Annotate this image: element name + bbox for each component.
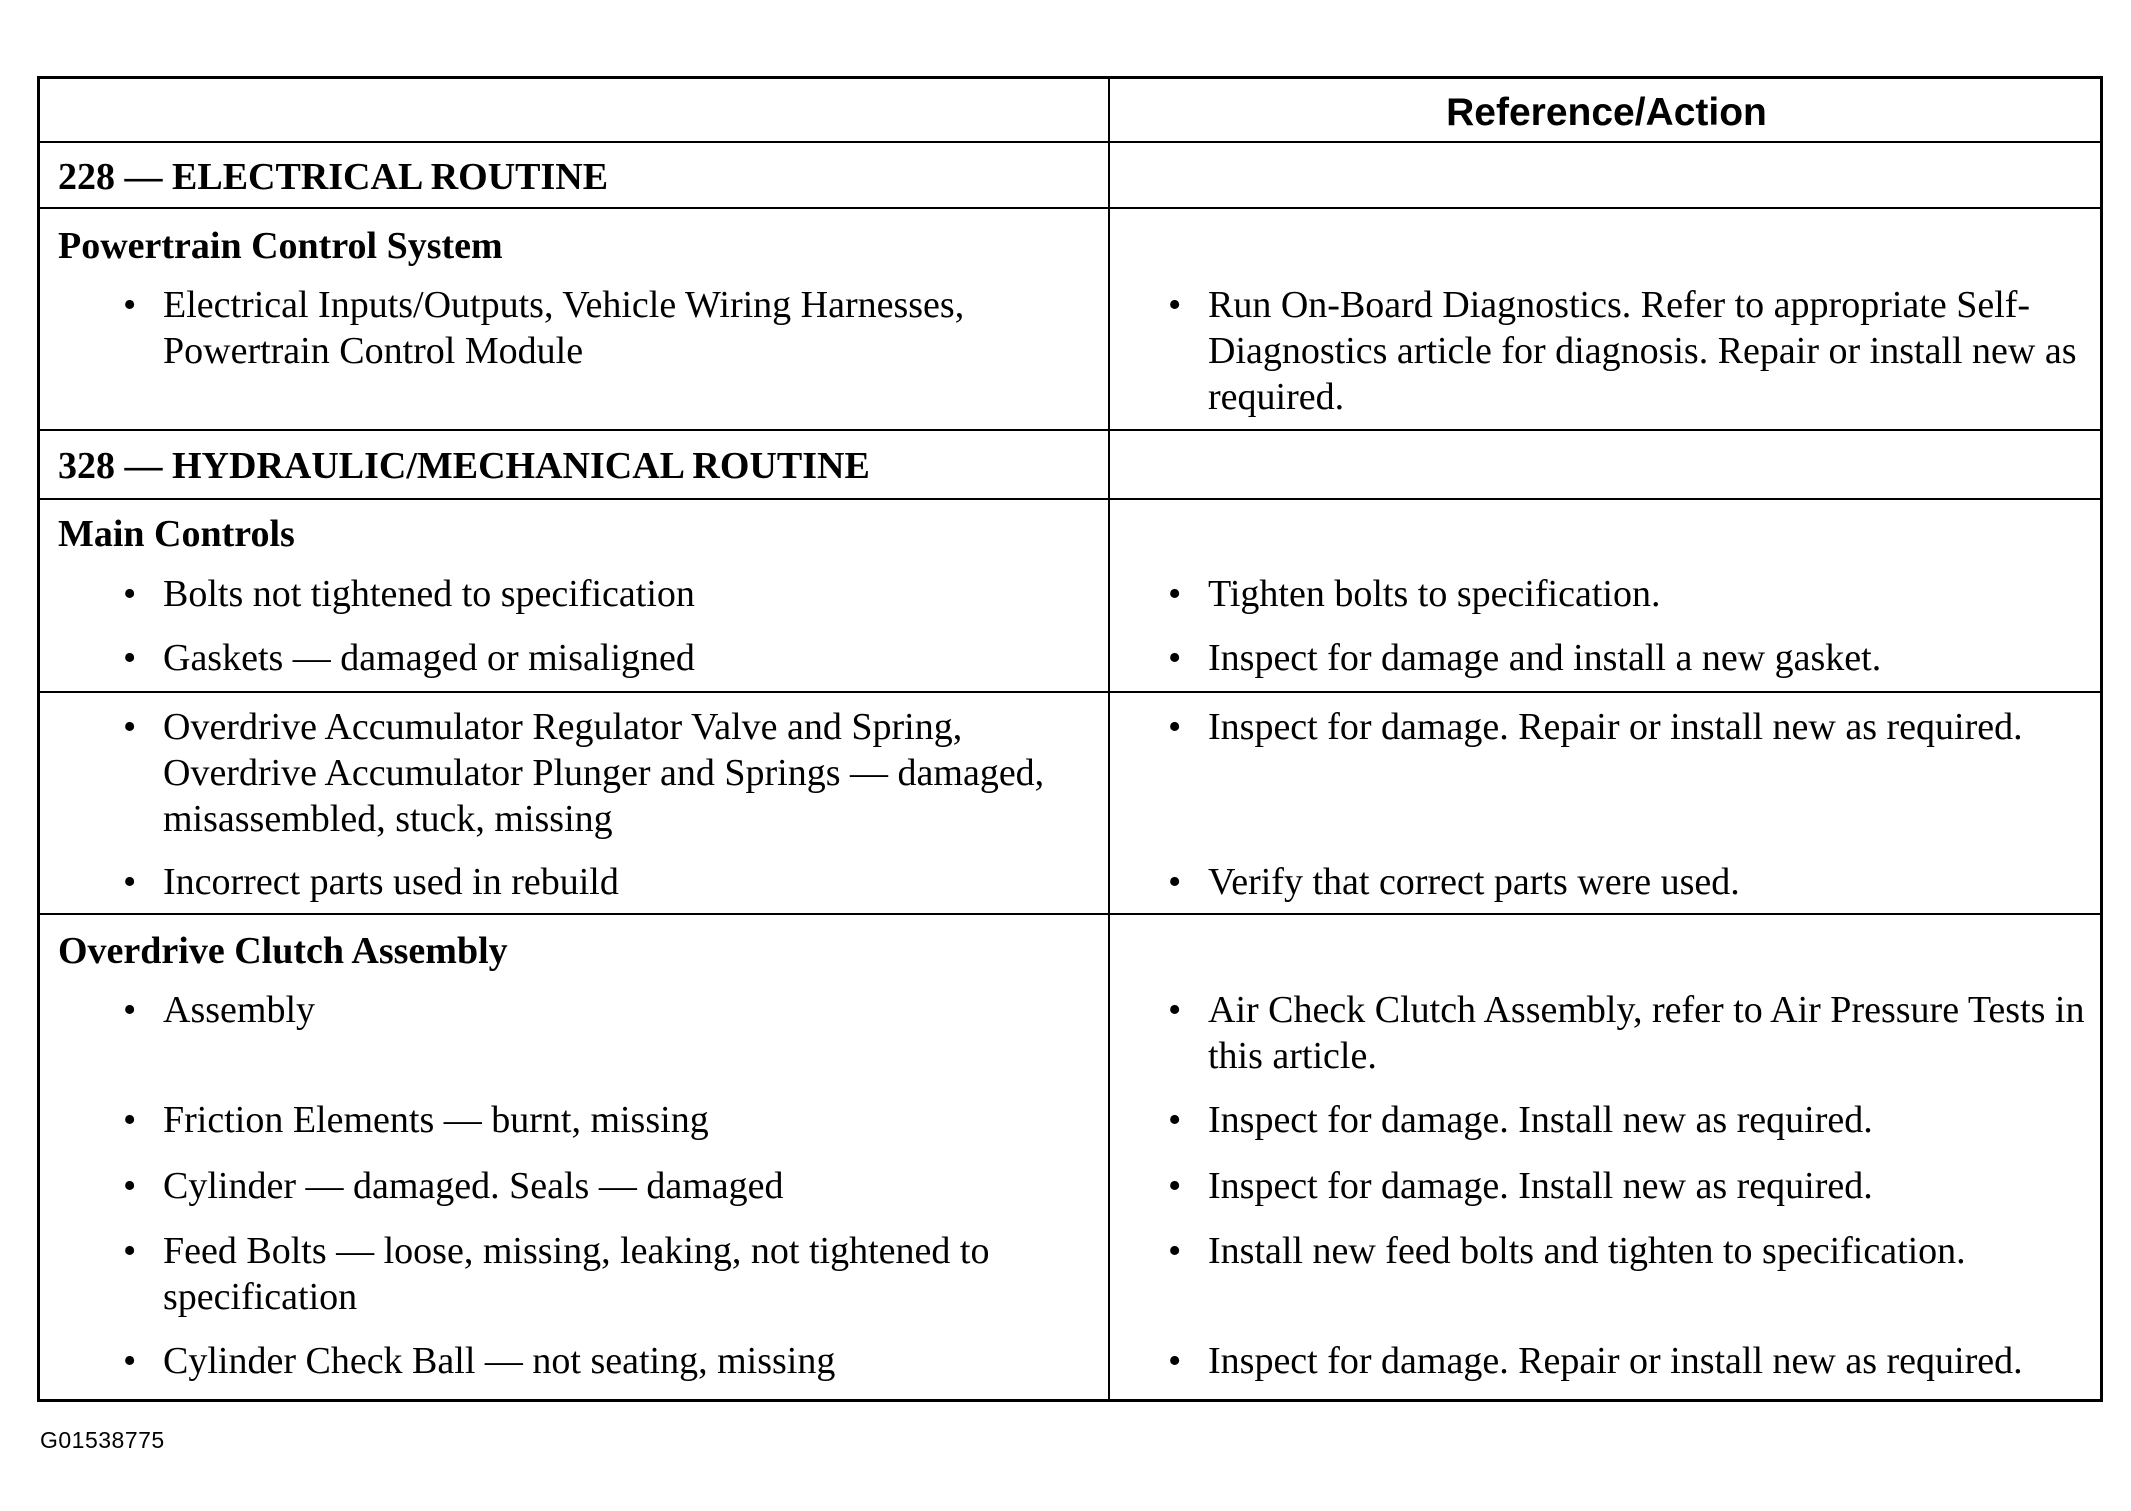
action-text: Verify that correct parts were used. — [1208, 861, 1740, 903]
group-title: Main Controls — [58, 513, 295, 555]
bullet-icon: • — [123, 573, 137, 615]
action-text: Inspect for damage. Install new as required. — [1208, 1099, 1873, 1141]
bullet-icon: • — [1168, 1165, 1182, 1207]
bullet-icon: • — [123, 637, 137, 679]
group-title: Overdrive Clutch Assembly — [58, 930, 508, 972]
section-title: 228 — ELECTRICAL ROUTINE — [58, 156, 609, 198]
header-cell-right — [1110, 79, 2103, 141]
header-cell-left — [40, 79, 1109, 141]
bullet-icon: • — [1168, 637, 1182, 679]
bullet-icon: • — [1168, 706, 1182, 748]
cause-text: Assembly — [163, 989, 315, 1031]
group-row-powertrain — [40, 207, 2100, 429]
bullet-icon: • — [1168, 1340, 1182, 1382]
cause-text: Electrical Inputs/Outputs, Vehicle Wiring Harnesses, Powertrain Control Module — [163, 284, 965, 372]
table-header-row — [40, 79, 2100, 141]
action-text: Inspect for damage. Repair or install new as required. — [1208, 706, 2023, 748]
group-row-overdrive-clutch — [40, 913, 2100, 1402]
bullet-icon: • — [123, 1340, 137, 1382]
bullet-icon: • — [123, 989, 137, 1031]
section-row-electrical — [40, 141, 2100, 207]
header-reference-action: Reference/Action — [1446, 91, 1767, 134]
bullet-icon: • — [123, 1165, 137, 1207]
bullet-icon: • — [1168, 284, 1182, 326]
action-text: Inspect for damage. Install new as required. — [1208, 1165, 1873, 1207]
group-row-main-controls — [40, 498, 2100, 691]
cause-text: Cylinder — damaged. Seals — damaged — [163, 1165, 784, 1207]
bullet-icon: • — [1168, 989, 1182, 1031]
diagnosis-table — [37, 76, 2103, 1402]
action-text: Tighten bolts to specification. — [1208, 573, 1661, 615]
cause-text: Incorrect parts used in rebuild — [163, 861, 619, 903]
action-text: Run On-Board Diagnostics. Refer to appropriate Self-Diagnostics article for diagnosis. Repair or install new as required. — [1208, 284, 2077, 418]
cause-text: Overdrive Accumulator Regulator Valve and Spring, Overdrive Accumulator Plunger and Springs — damaged, misassembled, stuck, missing — [163, 706, 1045, 840]
action-text: Inspect for damage and install a new gasket. — [1208, 637, 1882, 679]
section-row-hydraulic — [40, 429, 2100, 498]
bullet-icon: • — [1168, 861, 1182, 903]
figure-code: G01538775 — [40, 1427, 165, 1453]
bullet-icon: • — [123, 1230, 137, 1272]
group-title: Powertrain Control System — [58, 225, 503, 267]
action-text: Air Check Clutch Assembly, refer to Air Pressure Tests in this article. — [1208, 989, 2085, 1077]
cause-text: Friction Elements — burnt, missing — [163, 1099, 709, 1141]
section-title: 328 — HYDRAULIC/MECHANICAL ROUTINE — [58, 445, 870, 487]
cause-text: Cylinder Check Ball — not seating, missing — [163, 1340, 836, 1382]
action-text: Install new feed bolts and tighten to specification. — [1208, 1230, 1966, 1272]
bullet-icon: • — [1168, 573, 1182, 615]
bullet-icon: • — [123, 284, 137, 326]
bullet-icon: • — [123, 861, 137, 903]
group-row-accumulator — [40, 691, 2100, 913]
bullet-icon: • — [1168, 1230, 1182, 1272]
action-text: Inspect for damage. Repair or install new as required. — [1208, 1340, 2023, 1382]
bullet-icon: • — [123, 1099, 137, 1141]
cause-text: Feed Bolts — loose, missing, leaking, not tightened to specification — [163, 1230, 990, 1318]
cause-text: Gaskets — damaged or misaligned — [163, 637, 695, 679]
bullet-icon: • — [123, 706, 137, 748]
cause-text: Bolts not tightened to specification — [163, 573, 695, 615]
bullet-icon: • — [1168, 1099, 1182, 1141]
